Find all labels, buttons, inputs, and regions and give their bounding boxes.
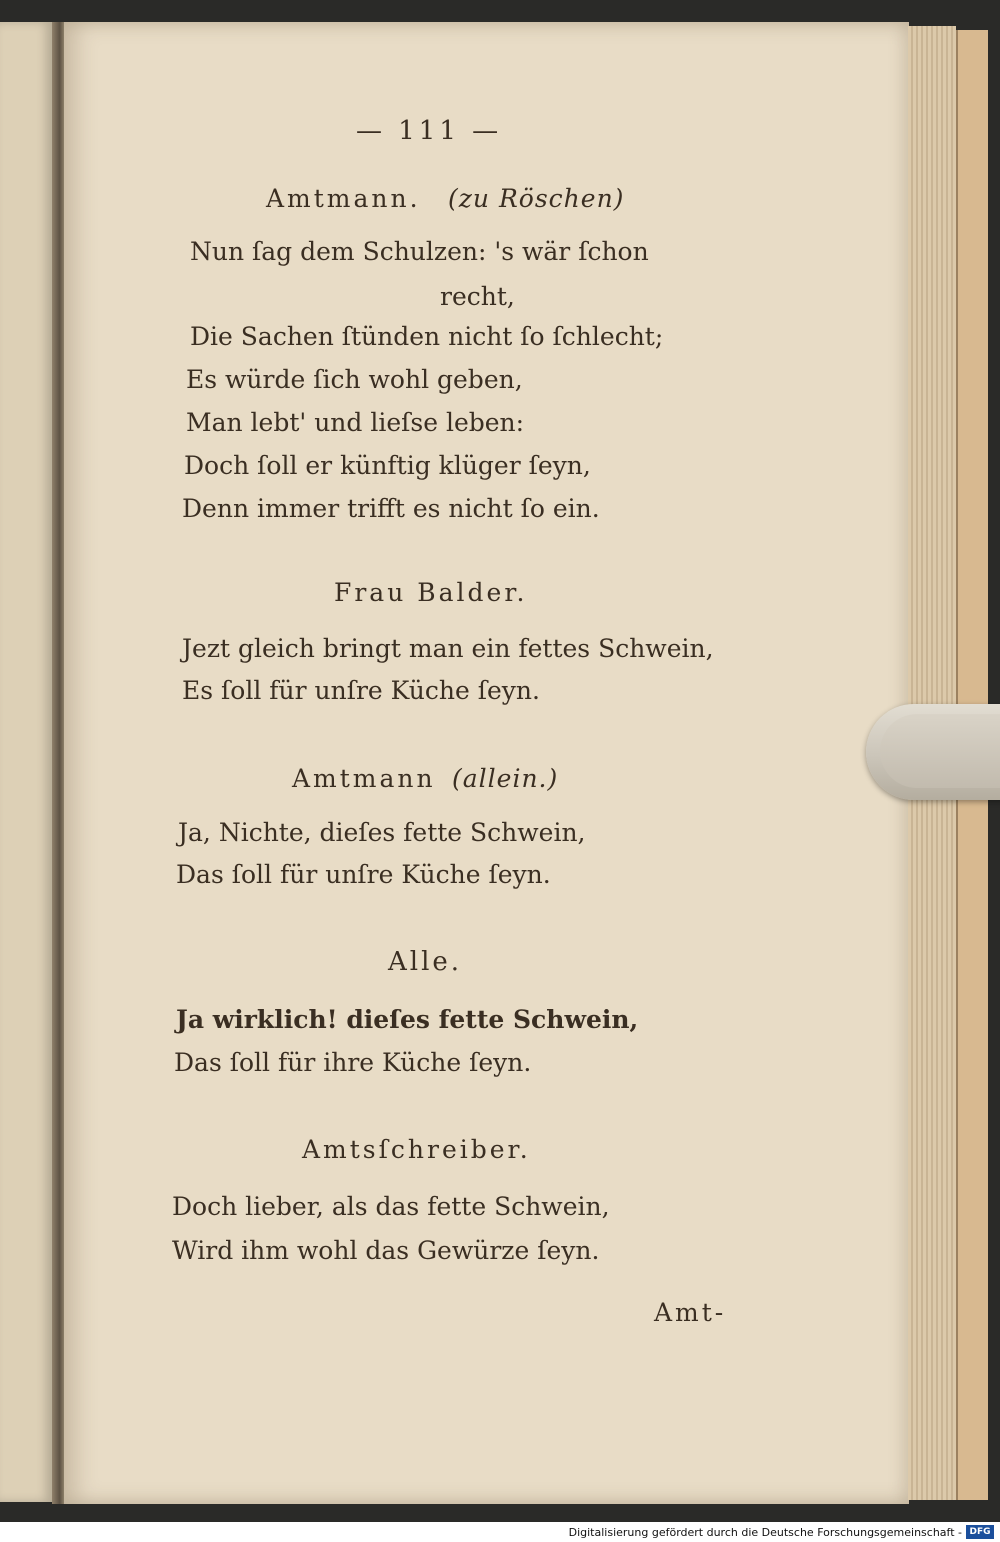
verse-line: Jezt gleich bringt man ein fettes Schwein, xyxy=(182,634,714,663)
catchword: Amt- xyxy=(654,1298,727,1327)
digitization-credit: Digitalisierung gefördert durch die Deutsche Forschungsgemeinschaft - xyxy=(568,1526,962,1539)
stage-direction: (zu Röschen) xyxy=(448,184,625,213)
verse-line: Das ſoll für unſre Küche ſeyn. xyxy=(176,860,551,889)
verse-line: Man lebt' und lieſse leben: xyxy=(186,408,525,437)
page-number: — 111 — xyxy=(356,116,503,146)
facing-page-edge xyxy=(0,22,54,1502)
dfg-logo-icon: DFG xyxy=(966,1525,994,1539)
verse-line: recht, xyxy=(440,282,515,311)
verse-line: Nun ſag dem Schulzen: 's wär ſchon xyxy=(190,237,649,266)
verse-line: Die Sachen ſtünden nicht ſo ſchlecht; xyxy=(190,322,664,351)
verse-line: Denn immer trifft es nicht ſo ein. xyxy=(182,494,600,523)
verse-line: Es würde ſich wohl geben, xyxy=(186,365,523,394)
verse-line: Wird ihm wohl das Gewürze ſeyn. xyxy=(172,1236,600,1265)
speaker-heading: Amtsſchreiber. xyxy=(302,1135,531,1164)
speaker-heading: Alle. xyxy=(388,947,463,977)
speaker-heading: Amtmann. xyxy=(266,184,421,213)
stage-direction: (allein.) xyxy=(452,764,559,793)
verse-line: Ja, Nichte, dieſes fette Schwein, xyxy=(178,818,586,847)
verse-line: Ja wirklich! dieſes fette Schwein, xyxy=(176,1005,639,1034)
verse-line: Das ſoll für ihre Küche ſeyn. xyxy=(174,1048,532,1077)
glass-weight xyxy=(866,704,1000,800)
speaker-heading: Frau Balder. xyxy=(334,578,528,607)
verse-line: Doch lieber, als das fette Schwein, xyxy=(172,1192,610,1221)
speaker-heading: Amtmann xyxy=(292,764,436,793)
verse-line: Doch ſoll er künftig klüger ſeyn, xyxy=(184,451,591,480)
verse-line: Es ſoll für unſre Küche ſeyn. xyxy=(182,676,540,705)
